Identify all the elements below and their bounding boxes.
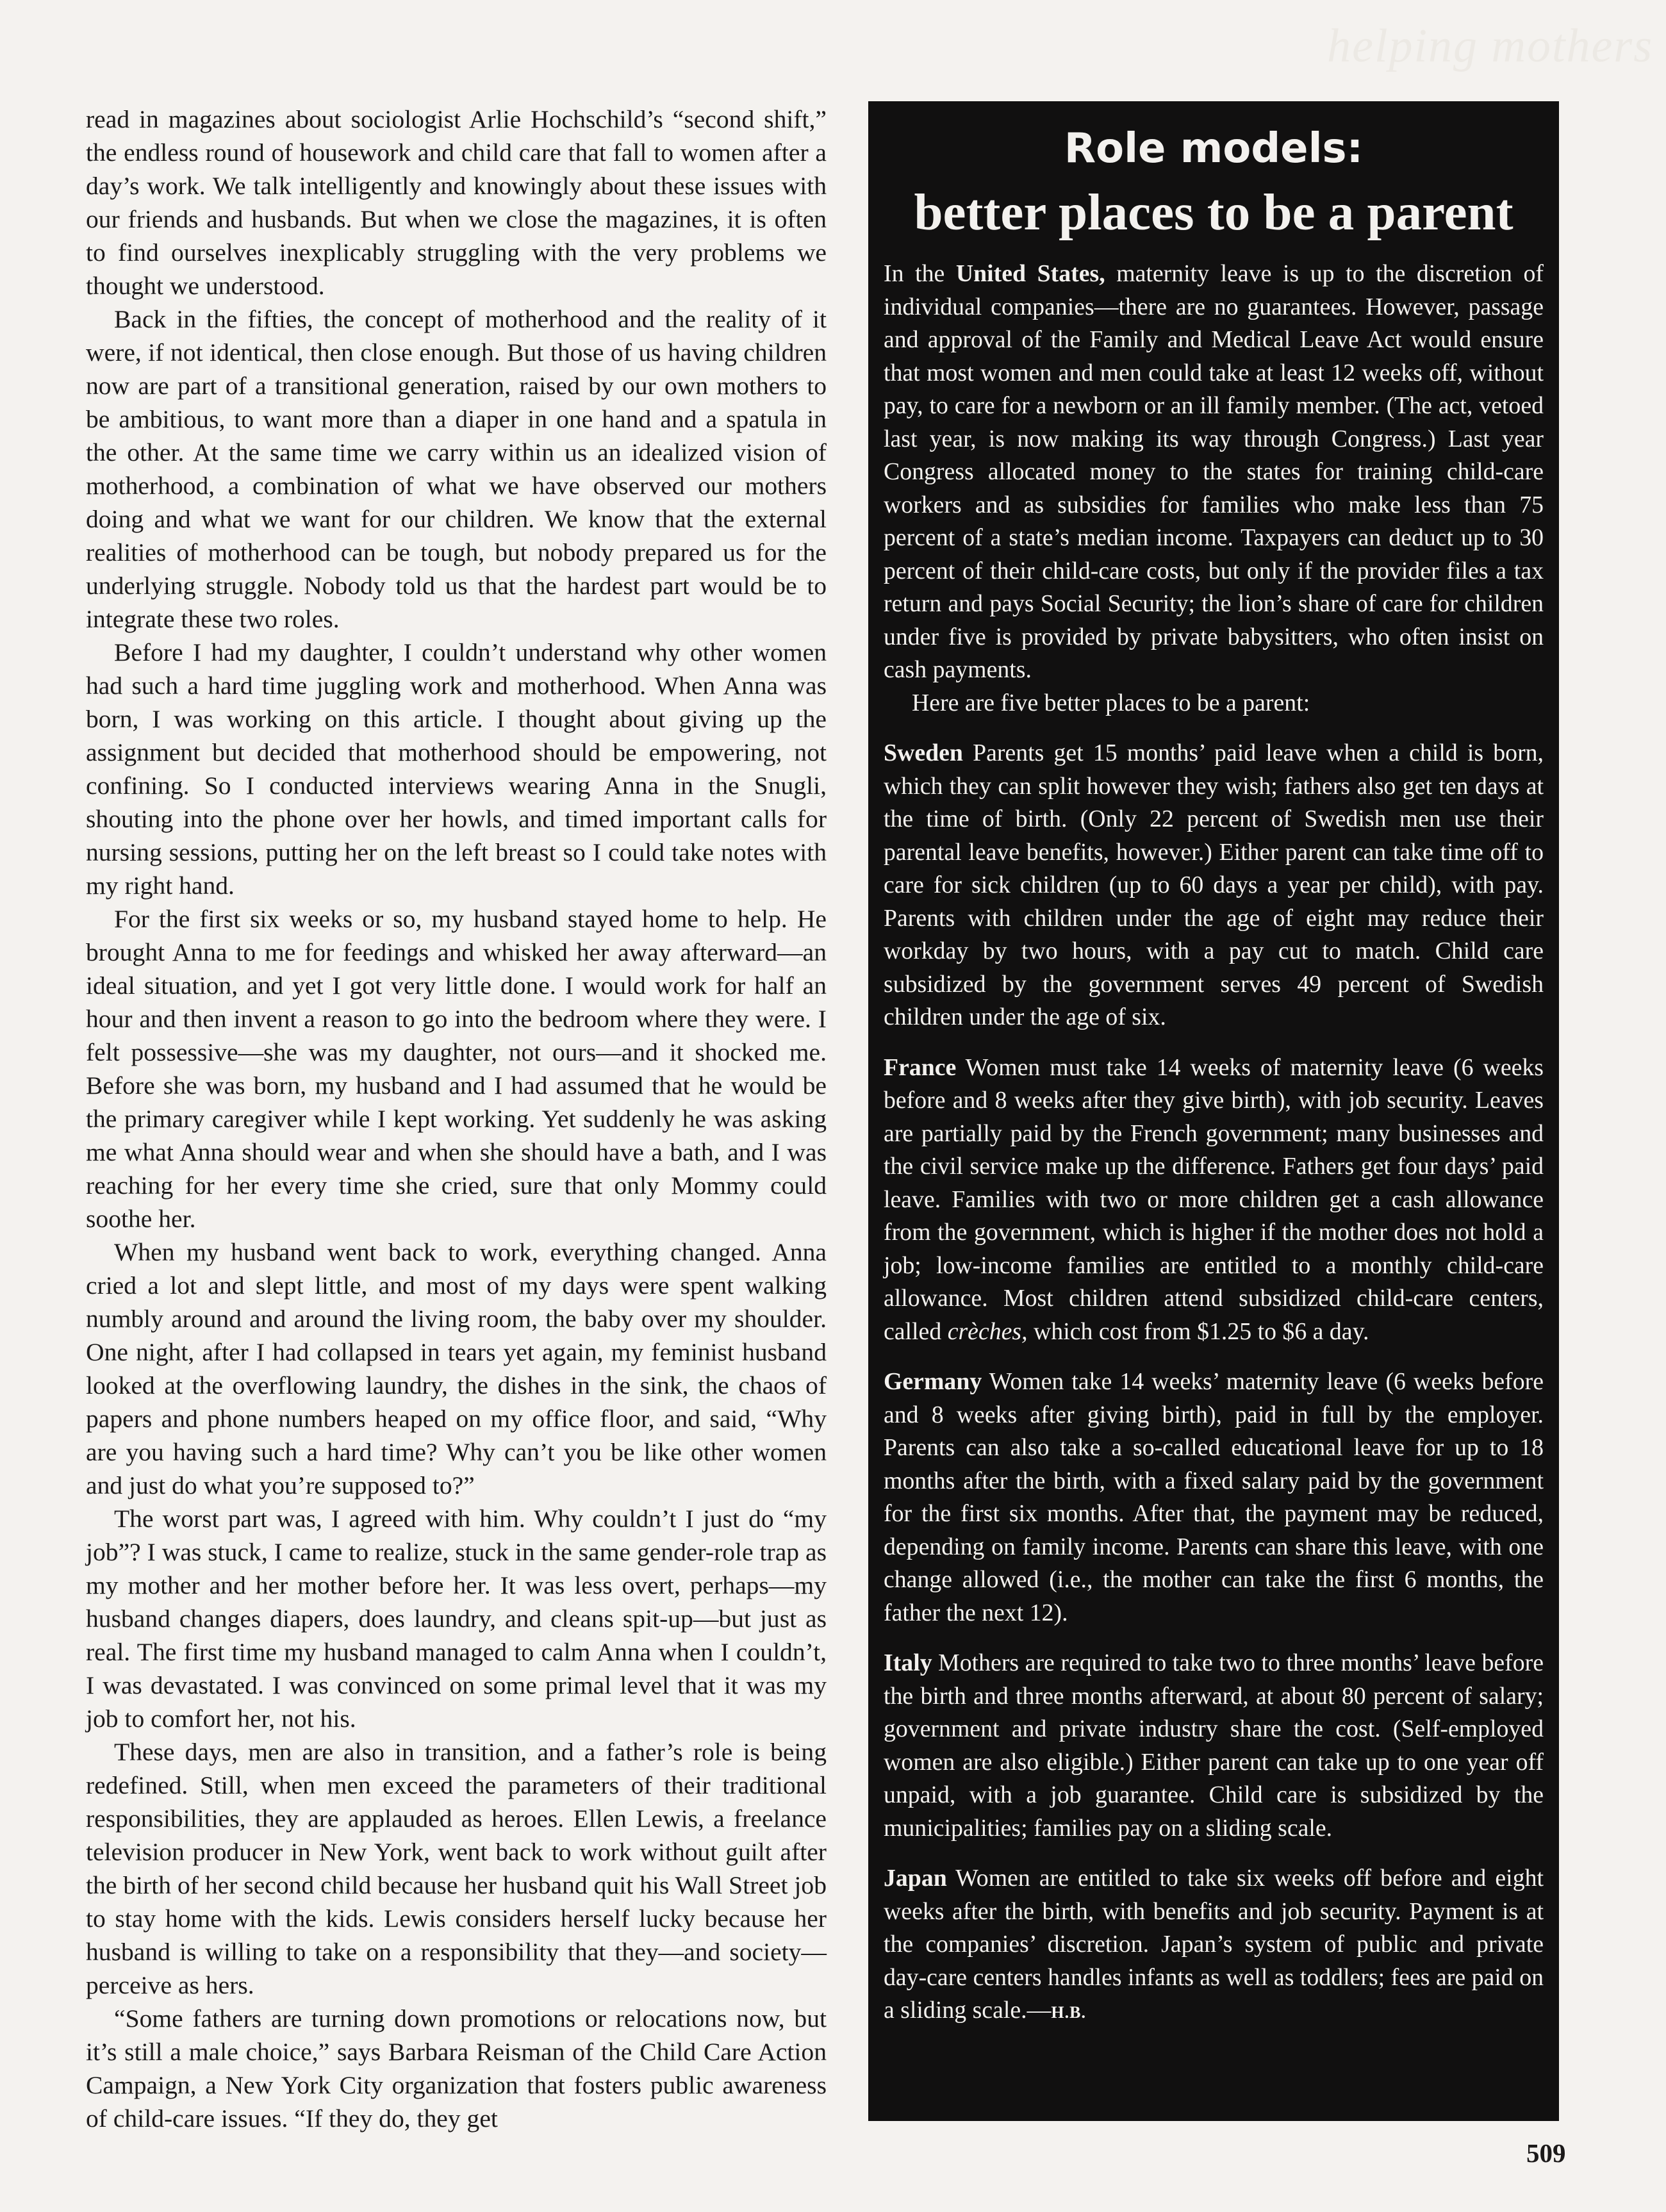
article-paragraph: “Some fathers are turning down promotions or relocations now, but it’s still a male choice,” says Barbara Reisman of the Child Care Action Campaign, a New York City organization that fosters public awareness of child-care issues. “If they do, they get (86, 2004, 827, 2133)
running-head: helping mothers (1327, 20, 1653, 72)
country-name: France (884, 1053, 957, 1081)
sidebar-box (868, 101, 1559, 2121)
country-entry-italy: Italy Mothers are required to take two to three months’ leave before the birth and three months afterward, at about 80 percent of salary; government and private industry share the cost. (Self-employed women are also eligible.) Either parent can take up to one year off unpaid, with a job guarantee. Child care is subsidized by the municipalities; families pay on a sliding scale. (884, 1649, 1544, 1842)
sidebar-intro: In the United States, maternity leave is up to the discretion of individual companies—there are no guarantees. However, passage and approval of the Family and Medical Leave Act would ensure that most women and men could take at least 12 weeks off, without pay, to care for a newborn or an ill family member. (The act, vetoed last year, is now making its way through Congress.) Last year Congress allocated money to the states for training child-care workers and as subsidies for families who make less than 75 percent of a state’s median income. Taxpayers can deduct up to 30 percent of their child-care costs, but only if the provider files a tax return and pays Social Security; the lion’s share of care for children under five is provided by private babysitters, who often insist on cash payments. (884, 260, 1544, 683)
italic-term: crèches, (947, 1317, 1028, 1345)
country-name: Sweden (884, 739, 963, 766)
sidebar-title: Role models: (1064, 125, 1364, 172)
article-paragraph: The worst part was, I agreed with him. Why couldn’t I just do “my job”? I was stuck, I came to realize, stuck in the same gender-role trap as my mother and her mother before her. It was less overt, perhaps—my husband changes diapers, does laundry, and cleans spit-up—but just as real. The first time my husband managed to calm Anna when I couldn’t, I was devastated. I was convinced on some primal level that it was my job to comfort her, not his. (86, 1505, 827, 1733)
country-entry-france: France Women must take 14 weeks of maternity leave (6 weeks before and 8 weeks after they give birth), with job security. Leaves are partially paid by the French government; many businesses and the civil service make up the difference. Fathers get four days’ paid leave. Families with two or more children get a cash allowance from the government, which is higher if the mother does not hold a job; low-income families are entitled to a monthly child-care allowance. Most children attend subsidized child-care centers, called crèches, which cost from $1.25 to $6 a day. (884, 1053, 1544, 1345)
country-name: United States, (955, 260, 1105, 287)
article-paragraph: Before I had my daughter, I couldn’t understand why other women had such a hard time juggling work and motherhood. When Anna was born, I was working on this article. I thought about giving up the assignment but decided that motherhood should be empowering, not confining. So I conducted interviews wearing Anna in the Snugli, shouting into the phone over her howls, and timed important calls for nursing sessions, putting her on the left breast so I could take notes with my right hand. (86, 638, 827, 900)
page-number: 509 (1526, 2138, 1566, 2168)
sidebar-body (884, 258, 1544, 2029)
article-paragraph: Back in the fifties, the concept of motherhood and the reality of it were, if not identical, then close enough. But those of us having children now are part of a transitional generation, raised by our own mothers to be ambitious, to want more than a diaper in one hand and a spatula in the other. At the same time we carry within us an idealized vision of motherhood, a combination of what we have observed our mothers doing and what we want for our children. We know that the external realities of motherhood can be tough, but nobody prepared us for the underlying struggle. Nobody told us that the hardest part would be to integrate these two roles. (86, 305, 827, 633)
country-entry-germany: Germany Women take 14 weeks’ maternity leave (6 weeks before and 8 weeks after giving birth), paid in full by the employer. Parents can also take a so-called educational leave for up to 18 months after the birth, with a fixed salary paid by the government for the first six months. After that, the payment may be reduced, depending on family income. Parents can share this leave, with one change allowed (i.e., the mother can take the first 6 months, the father the next 12). (884, 1368, 1544, 1626)
article-paragraph: For the first six weeks or so, my husband stayed home to help. He brought Anna to me for feedings and whisked her away afterward—an ideal situation, and yet I got very little done. I would work for half an hour and then invent a reason to go into the bedroom where they were. I felt possessive—she was my daughter, not ours—and it shocked me. Before she was born, my husband and I had assumed that he would be the primary caregiver while I kept working. Yet suddenly he was asking me what Anna should wear and when she should have a bath, and I was reaching for her every time she cried, sure that only Mommy could soothe her. (86, 905, 827, 1233)
country-name: Japan (884, 1865, 947, 1892)
author-signature: H.B. (1051, 2003, 1086, 2022)
country-entry-japan: Japan Women are entitled to take six weeks off before and eight weeks after the birth, with benefits and job security. Payment is at the companies’ discretion. Japan’s system of public and private day-care centers handles infants as well as toddlers; fees are paid on a sliding scale.—H.B. (884, 1865, 1544, 2024)
country-name: Germany (884, 1368, 982, 1395)
article-column (86, 103, 827, 2135)
country-name: Italy (884, 1649, 932, 1676)
country-entry-sweden: Sweden Parents get 15 months’ paid leave when a child is born, which they can split however they wish; fathers also get ten days at the time of birth. (Only 22 percent of Swedish men use their parental leave benefits, however.) Either parent can take time off to care for sick children (up to 60 days a year per child), with pay. Parents with children under the age of eight may reduce their workday by two hours, with a pay cut to match. Child care subsidized by the government serves 49 percent of Swedish children under the age of six. (884, 739, 1544, 1030)
article-paragraph: When my husband went back to work, everything changed. Anna cried a lot and slept little, and most of my days were spent walking numbly around and around the living room, the baby over my shoulder. One night, after I had collapsed in tears yet again, my feminist husband looked at the overflowing laundry, the dishes in the sink, the chaos of papers and phone numbers heaped on my office floor, and said, “Why are you having such a hard time? Why can’t you be like other women and just do what you’re supposed to?” (86, 1238, 827, 1499)
article-paragraph: These days, men are also in transition, and a father’s role is being redefined. Still, when men exceed the parameters of their traditional responsibilities, they are applauded as heroes. Ellen Lewis, a freelance television producer in New York, went back to work without guilt after the birth of her second child because her husband quit his Wall Street job to stay home with the kids. Lewis considers herself lucky because her husband is willing to take on a responsibility that they—and society—perceive as hers. (86, 1738, 827, 1999)
sidebar-lead-in: Here are five better places to be a parent: (912, 689, 1310, 716)
article-paragraph: read in magazines about sociologist Arlie Hochschild’s “second shift,” the endless round of housework and child care that fall to women after a day’s work. We talk intelligently and knowingly about these issues with our friends and husbands. But when we close the magazines, it is often to find ourselves inexplicably struggling with the very problems we thought we understood. (86, 105, 827, 300)
sidebar-subtitle: better places to be a parent (914, 183, 1513, 241)
